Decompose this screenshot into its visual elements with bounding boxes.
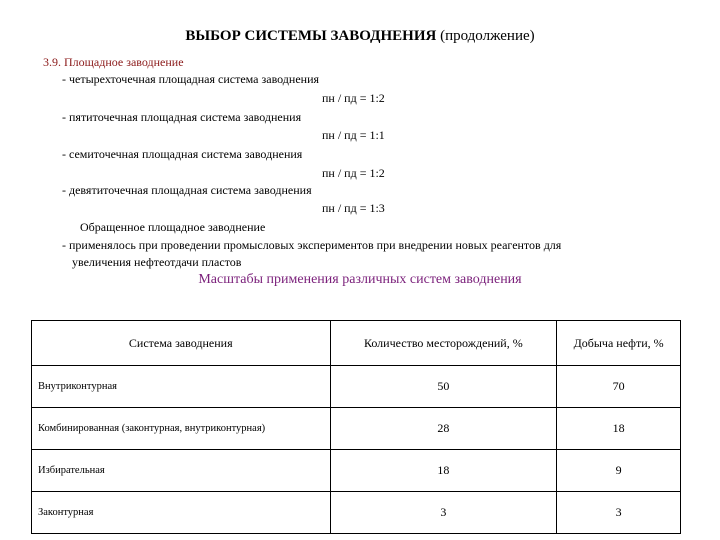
table-row xyxy=(32,450,681,492)
page-title xyxy=(0,28,720,45)
fields-percent-cell: 3 xyxy=(330,492,557,534)
reversed-line-2: увеличения нефтеотдачи пластов xyxy=(72,255,242,269)
item-ratio: пн / пд = 1:2 xyxy=(322,166,385,180)
system-name-cell: Комбинированная (законтурная, внутриконтурная) xyxy=(32,408,331,450)
item-ratio: пн / пд = 1:2 xyxy=(322,91,385,105)
item-text: - четырехточечная площадная система заводнения xyxy=(62,72,320,86)
system-name-cell: Законтурная xyxy=(32,492,331,534)
section-heading: 3.9. Площадное заводнение xyxy=(43,55,184,69)
item-text: - семиточечная площадная система заводнения xyxy=(62,147,303,161)
table-row xyxy=(32,366,681,408)
oil-percent-cell: 3 xyxy=(557,492,681,534)
column-header: Система заводнения xyxy=(32,321,331,366)
table-header-row xyxy=(32,321,681,366)
oil-percent-cell: 70 xyxy=(557,366,681,408)
table-row xyxy=(32,492,681,534)
fields-percent-cell: 18 xyxy=(330,450,557,492)
system-name-cell: Внутриконтурная xyxy=(32,366,331,408)
reversed-heading: Обращенное площадное заводнение xyxy=(80,220,266,234)
item-ratio: пн / пд = 1:3 xyxy=(322,201,385,215)
reversed-line-1: - применялось при проведении промысловых экспериментов при внедрении новых реагентов для xyxy=(62,238,562,252)
table-row xyxy=(32,408,681,450)
fields-percent-cell: 50 xyxy=(330,366,557,408)
system-name-cell: Избирательная xyxy=(32,450,331,492)
oil-percent-cell: 18 xyxy=(557,408,681,450)
item-text: - девятиточечная площадная система заводнения xyxy=(62,183,312,197)
title-main: ВЫБОР СИСТЕМЫ ЗАВОДНЕНИЯ xyxy=(185,28,437,44)
title-continuation: (продолжение) xyxy=(440,28,535,44)
water-flooding-table xyxy=(31,320,681,534)
oil-percent-cell: 9 xyxy=(557,450,681,492)
item-text: - пятиточечная площадная система заводнения xyxy=(62,110,302,124)
column-header: Добыча нефти, % xyxy=(557,321,681,366)
item-ratio: пн / пд = 1:1 xyxy=(322,128,385,142)
fields-percent-cell: 28 xyxy=(330,408,557,450)
column-header: Количество месторождений, % xyxy=(330,321,557,366)
table-title: Масштабы применения различных систем заводнения xyxy=(198,272,522,287)
